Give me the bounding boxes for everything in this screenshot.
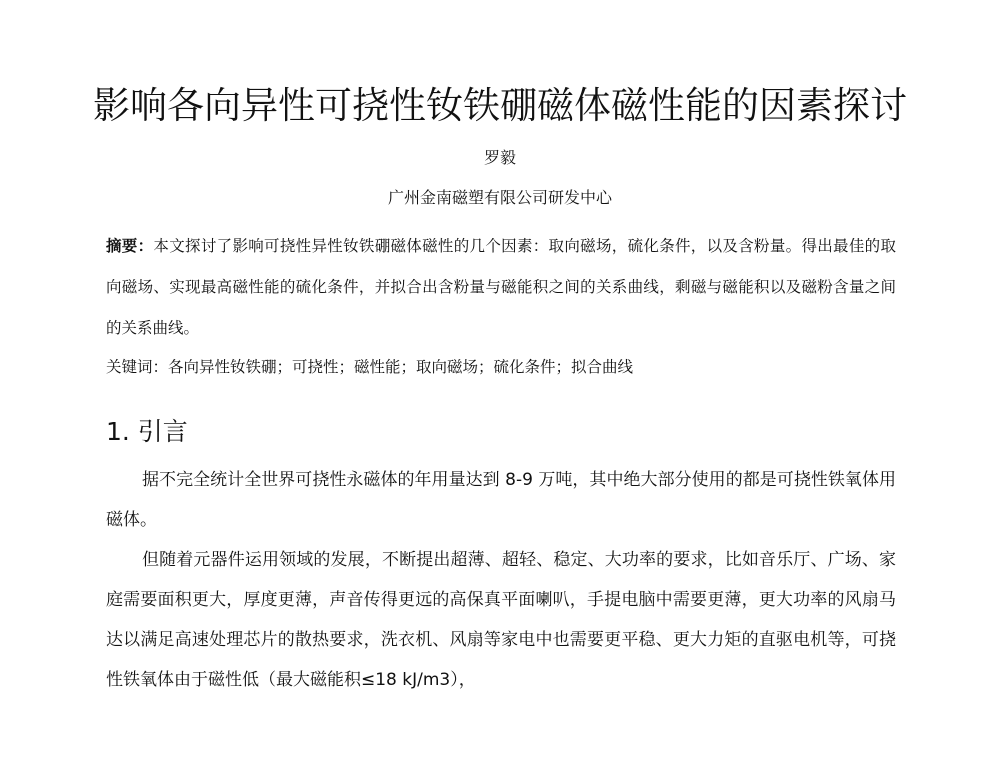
abstract <box>106 226 896 349</box>
paper-title: 影响各向异性可挠性钕铁硼磁体磁性能的因素探讨 <box>93 84 907 127</box>
keywords-label: 关键词： <box>106 358 169 376</box>
author-name: 罗毅 <box>483 148 516 167</box>
keywords-text: 各向异性钕铁硼；可挠性；磁性能；取向磁场；硫化条件；拟合曲线 <box>168 358 634 376</box>
abstract-text: 本文探讨了影响可挠性异性钕铁硼磁体磁性的几个因素：取向磁场，硫化条件，以及含粉量。得出最佳的取向磁场、实现最高磁性能的硫化条件，并拟合出含粉量与磁能积之间的关系曲线，剩磁与磁能积以及磁粉含量之间的关系曲线。 <box>106 237 896 337</box>
body-paragraph: 据不完全统计全世界可挠性永磁体的年用量达到 8-9 万吨，其中绝大部分使用的都是可挠性铁氧体用磁体。 <box>106 470 896 530</box>
author-affiliation: 广州金南磁塑有限公司研发中心 <box>387 188 612 207</box>
abstract-label: 摘要： <box>106 237 154 255</box>
body-paragraph: 但随着元器件运用领域的发展，不断提出超薄、超轻、稳定、大功率的要求，比如音乐厅、广场、家庭需要面积更大，厚度更薄，声音传得更远的高保真平面喇叭，手提电脑中需要更薄，更大功率的风扇马达以满足高速处理芯片的散热要求，洗衣机、风扇等家电中也需要更平稳、更大力矩的直驱电机等，可挠性铁氧体由于磁性低（最大磁能积≤18 kJ/m3）， <box>106 550 896 690</box>
section-heading-introduction: 1. 引言 <box>106 417 188 446</box>
keywords <box>106 354 896 380</box>
